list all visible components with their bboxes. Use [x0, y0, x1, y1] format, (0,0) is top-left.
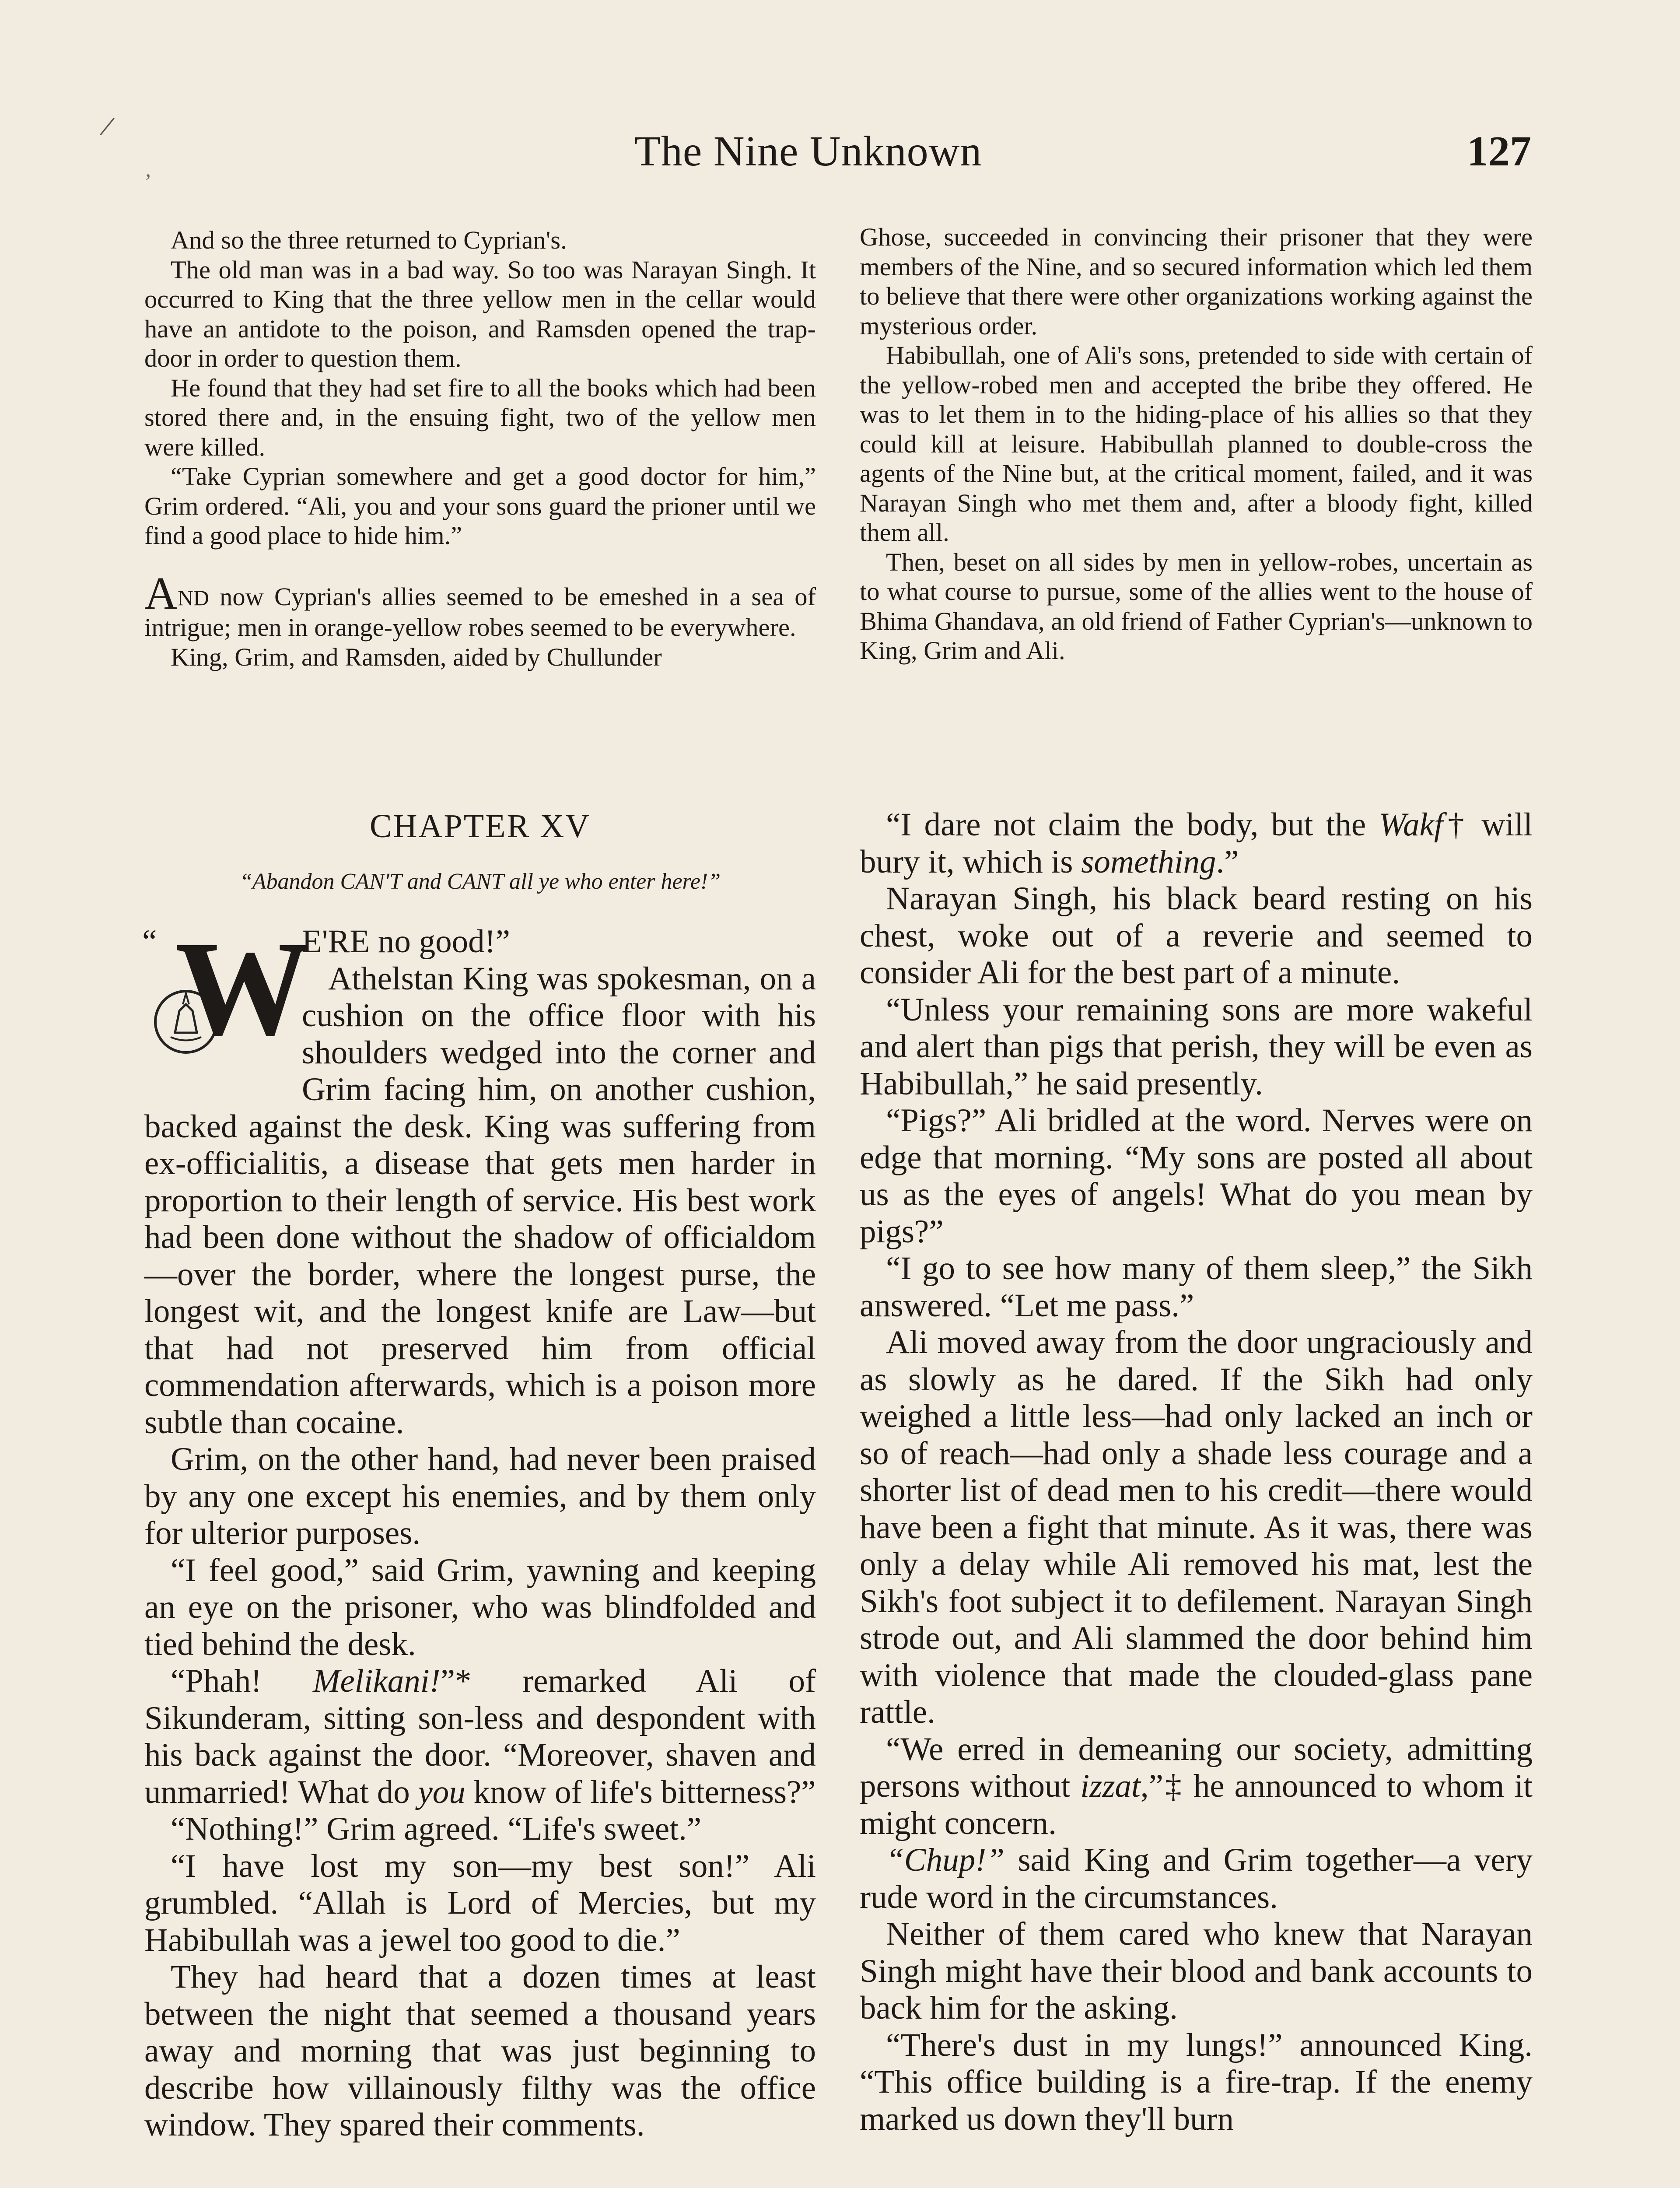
italic-word: Melikani!	[313, 1663, 441, 1699]
drop-cap	[144, 914, 311, 1072]
text-run: ”* remarked Ali of Sikunderam, sitting son-less and despondent with his back against the door. “Moreover, shaven and unmarried! What do	[144, 1663, 816, 1810]
paragraph	[860, 806, 1533, 880]
drop-cap-letter: W	[175, 914, 311, 1064]
paragraph: “Take Cyprian somewhere and get a good doctor for him,” Grim ordered. “Ali, you and your sons guard the prioner until we find a good place to hide him.”	[144, 462, 816, 550]
section-smallcaps: ND	[177, 585, 210, 610]
text-run: † will bury it, which is	[860, 806, 1533, 880]
paragraph	[144, 1663, 816, 1811]
paragraph: Ghose, succeeded in convincing their prisoner that they were members of the Nine, and so secured information which led them to believe that there were other organizations working against the mysterious order.	[860, 223, 1533, 340]
section-text: now Cyprian's allies seemed to be emeshed in a sea of intrigue; men in orange-yellow robes seemed to be everywhere.	[144, 582, 816, 642]
text-run: know of life's bitterness?”	[465, 1774, 816, 1810]
paragraph-first-line: E'RE no good!”	[302, 923, 510, 960]
opening-quote: “	[142, 923, 157, 960]
chapter-epigraph: “Abandon CAN'T and CANT all ye who enter here!”	[239, 869, 721, 894]
italic-word: izzat	[1080, 1768, 1141, 1804]
paragraph: “There's dust in my lungs!” announced King. “This office building is a fire-trap. If the enemy marked us down they'll burn	[860, 2027, 1533, 2137]
paragraph	[860, 1731, 1533, 1842]
text-run: said King and Grim together—a very rude word in the circumstances.	[860, 1842, 1533, 1915]
paragraph: And so the three returned to Cyprian's.	[171, 226, 567, 254]
paragraph: “I go to see how many of them sleep,” the Sikh answered. “Let me pass.”	[860, 1250, 1533, 1324]
paragraph: Athelstan King was spokesman, on a cushion on the office floor with his shoulders wedged into the corner and Grim facing him, on another cushion, backed against the desk. King was suffering from ex-officialitis, a disease that gets men harder in proportion to their length of service. His best work had been done without the shadow of officialdom—over the border, where the longest purse, the longest wit, and the longest knife are Law—but that had not preserved him from official commendation afterwards, which is a poison more subtle than cocaine.	[144, 960, 816, 1441]
chapter-heading: CHAPTER XV	[369, 808, 591, 845]
paragraph: “Unless your remaining sons are more wakeful and alert than pigs that perish, they will be even as Habibullah,” he said presently.	[860, 991, 1533, 1102]
paragraph: “I feel good,” said Grim, yawning and keeping an eye on the prisoner, who was blindfolded and tied behind the desk.	[144, 1552, 816, 1662]
text-run: “We erred in demeaning our society, admitting persons without	[860, 1731, 1533, 1804]
chapter-left-column	[142, 914, 816, 2144]
paragraph: “Nothing!” Grim agreed. “Life's sweet.”	[171, 1811, 702, 1847]
paragraph: The old man was in a bad way. So too was Narayan Singh. It occurred to King that the three yellow men in the cellar would have an antidote to the poison, and Ramsden opened the trap-door in order to question them.	[144, 255, 816, 372]
paragraph: Habibullah, one of Ali's sons, pretended to side with certain of the yellow-robed men and accepted the bribe they offered. He was to let them in to the hiding-place of his allies so that they could kill at leisure. Habibullah planned to double-cross the agents of the Nine but, at the critical moment, failed, and it was Narayan Singh who met them and, after a bloody fight, killed them all.	[860, 341, 1533, 547]
paragraph: Narayan Singh, his black beard resting on his chest, woke out of a reverie and seemed to consider Ali for the best part of a minute.	[860, 880, 1533, 991]
chapter-right-column	[860, 806, 1533, 2138]
paragraph: Then, beset on all sides by men in yellow-robes, uncertain as to what course to pursue, some of the allies went to the house of Bhima Ghandava, an old friend of Father Cyprian's—unknown to King, Grim and Ali.	[860, 547, 1533, 665]
italic-word: “Chup!”	[886, 1842, 1004, 1878]
paragraph: Ali moved away from the door ungraciously and as slowly as he dared. If the Sikh had only weighed a little less—had only lacked an inch or so of reach—had only a shade less courage and a shorter list of dead men to his credit—there would have been a fight that minute. As it was, there was only a delay while Ali removed his mat, lest the Sikh's foot subject it to defilement. Narayan Singh strode out, and Ali slammed the door behind him with violence that made the clouded-glass pane rattle.	[860, 1324, 1533, 1730]
summary-right-column	[860, 222, 1533, 666]
italic-word: Wakf	[1379, 806, 1443, 843]
paragraph: King, Grim, and Ramsden, aided by Chullunder	[171, 642, 662, 671]
section-gap	[144, 551, 816, 580]
text-run: ,”‡ he announced to whom it might concern.	[860, 1768, 1533, 1841]
italic-word: something	[1081, 843, 1216, 880]
running-header	[0, 127, 1680, 184]
section-opening-paragraph	[144, 567, 816, 642]
paragraph: They had heard that a dozen times at least between the night that seemed a thousand years away and morning that was just beginning to describe how villainously filthy was the office window. They spared their comments.	[144, 1959, 816, 2143]
page-number: 127	[1467, 128, 1531, 175]
paragraph	[860, 1842, 1533, 1916]
paragraph: Neither of them cared who knew that Narayan Singh might have their blood and bank accounts to back him for the asking.	[860, 1916, 1533, 2026]
section-initial: A	[144, 567, 178, 619]
ink-tick: ’	[144, 169, 152, 193]
paragraph: “I have lost my son—my best son!” Ali grumbled. “Allah is Lord of Mercies, but my Habibullah was a jewel too good to die.”	[144, 1848, 816, 1958]
paragraph: “Pigs?” Ali bridled at the word. Nerves were on edge that morning. “My sons are posted all about us as the eyes of angels! What do you mean by pigs?”	[860, 1102, 1533, 1250]
paragraph: Grim, on the other hand, had never been praised by any one except his enemies, and by them only for ulterior purposes.	[144, 1441, 816, 1551]
running-title: The Nine Unknown	[634, 128, 982, 175]
text-run: “I dare not claim the body, but the	[886, 806, 1379, 843]
text-run: “Phah!	[171, 1663, 313, 1699]
opening-paragraph	[142, 914, 816, 1441]
italic-word: you	[418, 1774, 466, 1810]
text-run: .”	[1216, 843, 1239, 880]
pencil-mark: /	[97, 109, 117, 144]
paragraph: He found that they had set fire to all the books which had been stored there and, in the ensuing fight, two of the yellow men were killed.	[144, 373, 816, 461]
summary-left-column	[144, 225, 816, 672]
